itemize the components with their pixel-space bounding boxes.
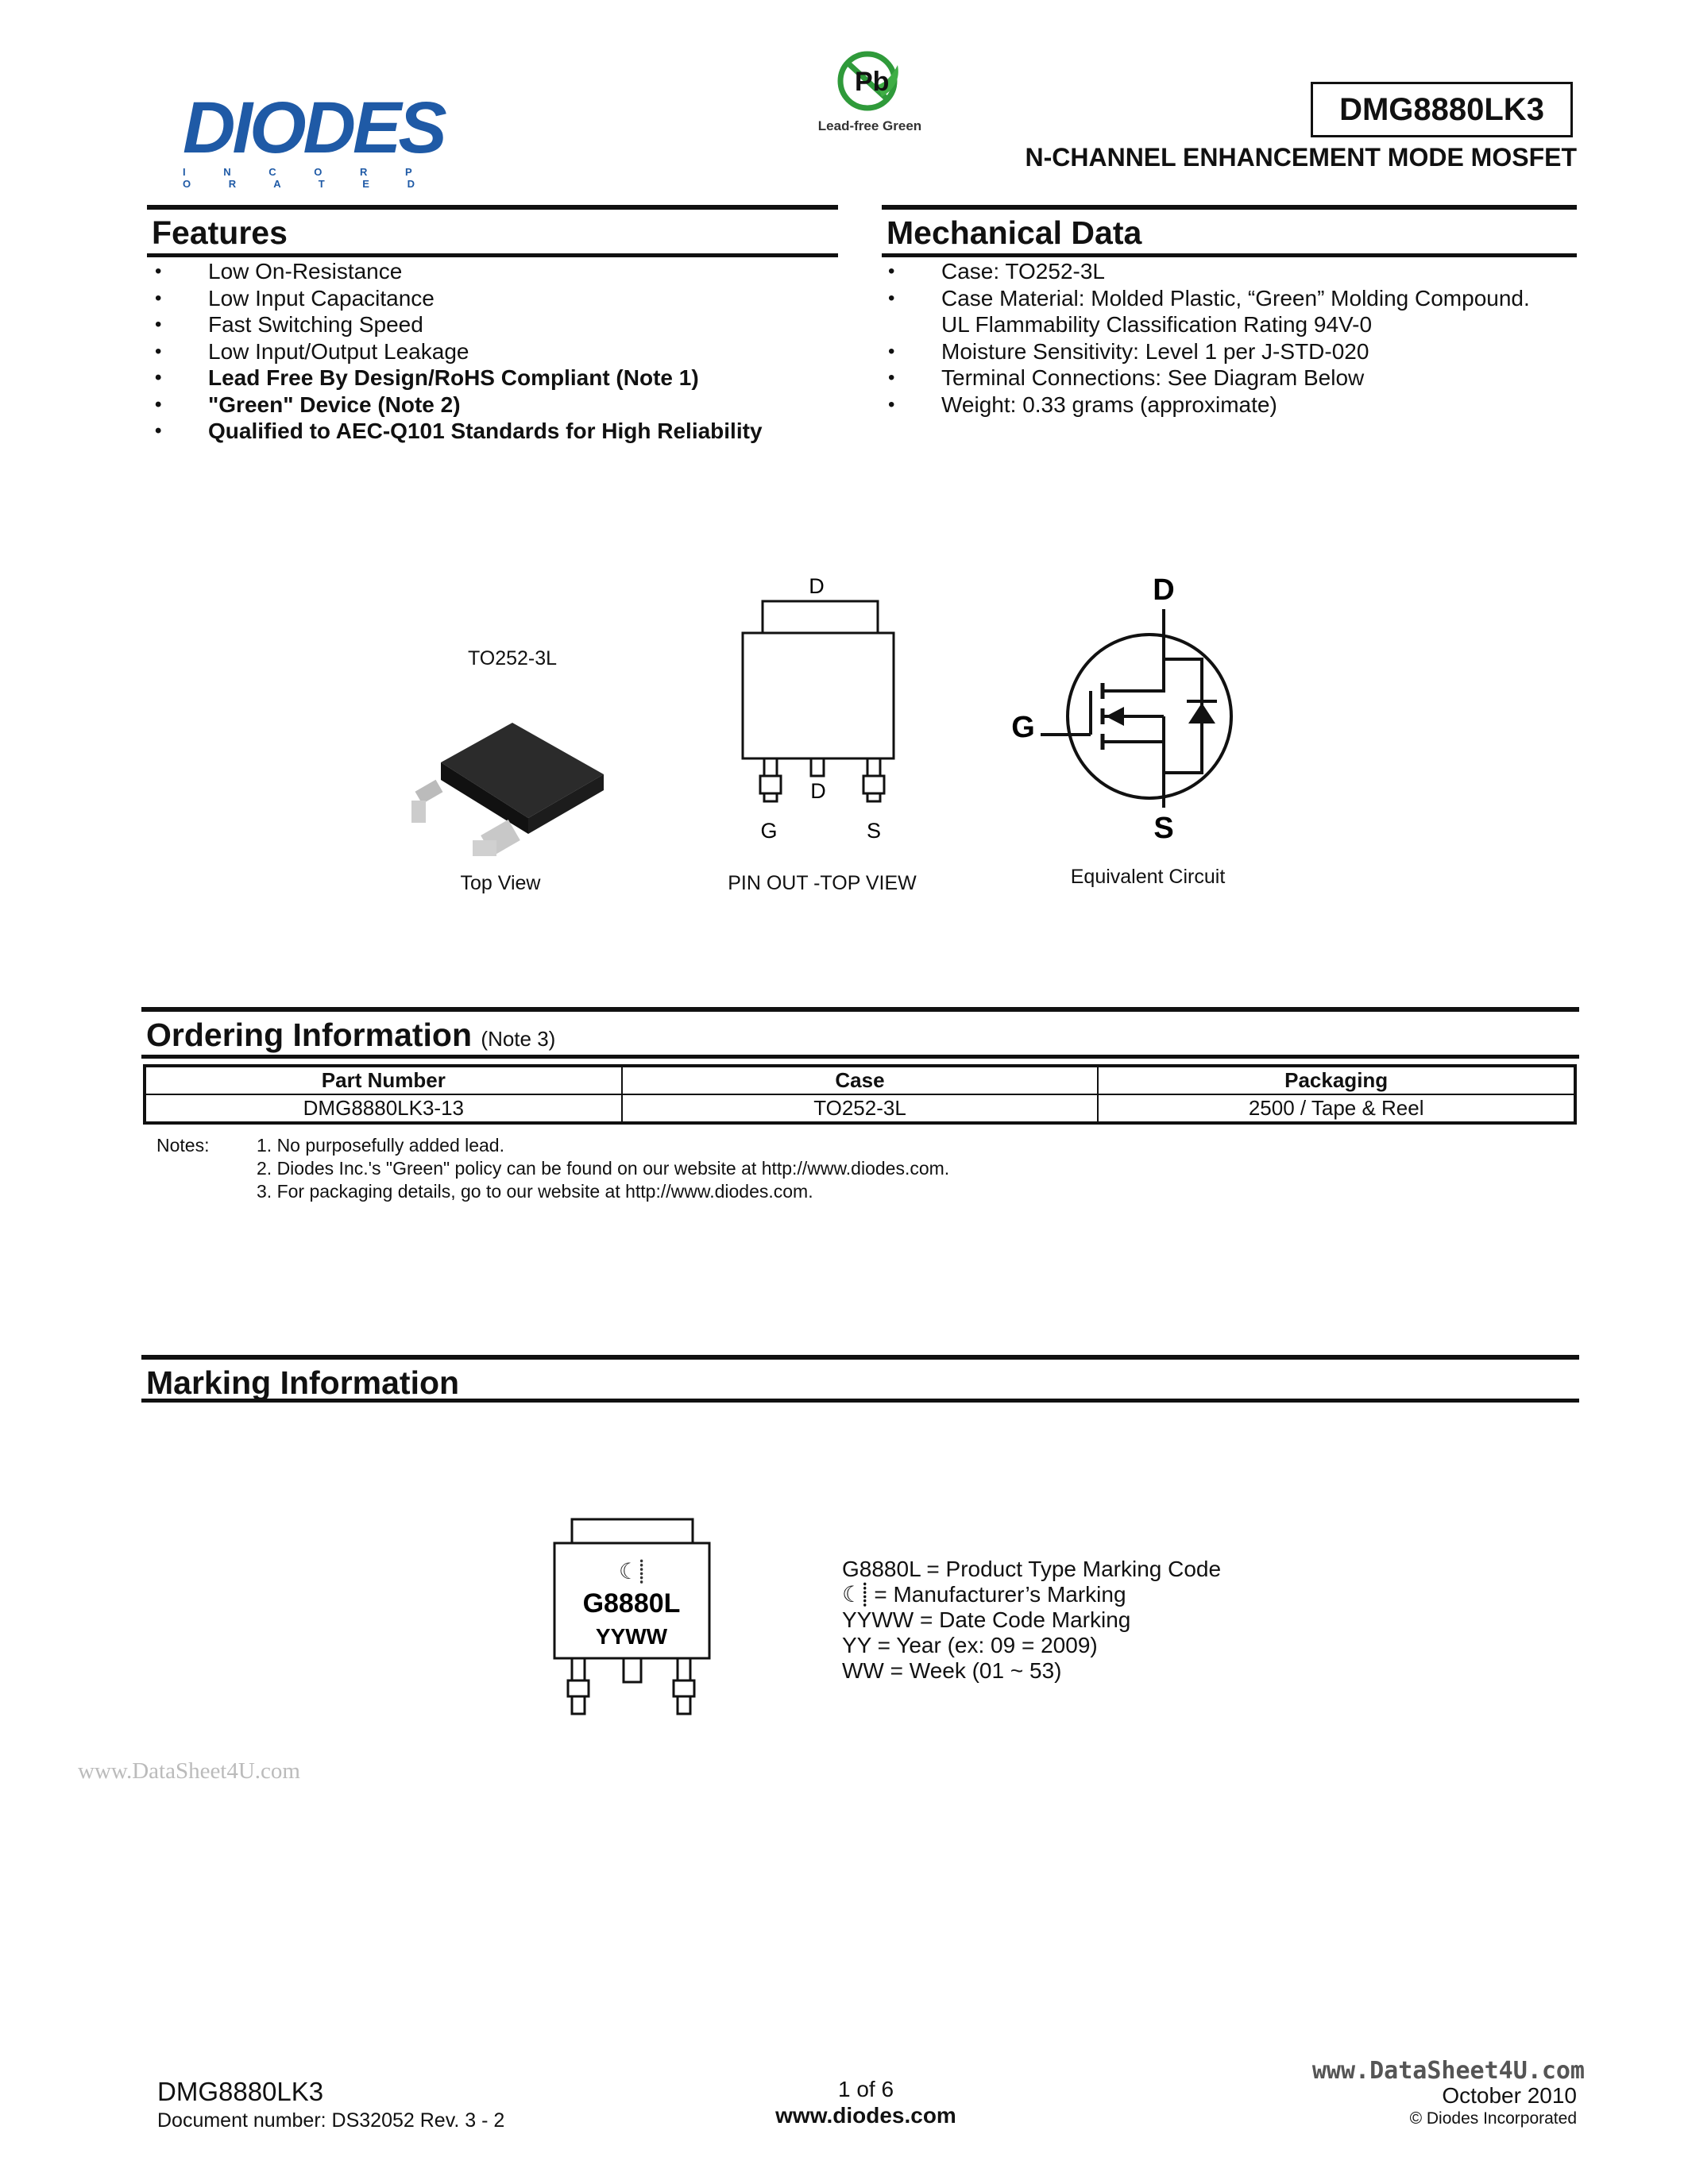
pinout-diagram [731, 568, 906, 854]
ordering-note: (Note 3) [481, 1027, 556, 1051]
package-label: TO252-3L [467, 647, 558, 669]
watermark-left: www.DataSheet4U.com [78, 1758, 300, 1784]
legend-item: G8880L = Product Type Marking Code [842, 1557, 1222, 1581]
footer-page: 1 of 6 [837, 2077, 894, 2101]
marking-legend [842, 1557, 1398, 1684]
mechanical-item-text: • Terminal Connections: See Diagram Below [941, 365, 1365, 390]
circuit-s-label: S [1153, 812, 1174, 845]
marking-chip-diagram [548, 1515, 715, 1722]
mechanical-item [882, 285, 1597, 338]
footer-site[interactable]: www.diodes.com [775, 2103, 956, 2128]
mechanical-item-text: • Weight: 0.33 grams (approximate) [941, 392, 1277, 417]
ordering-table-wrap [143, 1064, 1577, 1125]
table-cell: DMG8880LK3-13 [145, 1094, 622, 1122]
mechanical-item-text-line2: UL Flammability Classification Rating 94V-0 [941, 312, 1373, 337]
ordering-table [143, 1064, 1577, 1125]
mechanical-item-text: • Moisture Sensitivity: Level 1 per J-STD-020 [941, 338, 1369, 364]
table-cell: TO252-3L [622, 1094, 1099, 1122]
chip-date: YYWW [595, 1624, 668, 1649]
footer-copyright: © Diodes Incorporated [1409, 2109, 1577, 2128]
lead-free-badge [802, 49, 937, 137]
mechanical-list [882, 258, 1597, 418]
pin-g-label: G [760, 819, 778, 843]
circuit-d-label: D [1153, 573, 1175, 607]
legend-item [842, 1582, 1398, 1607]
notes-list [257, 1134, 1369, 1203]
legend-item-text: = Manufacturer’s Marking [874, 1582, 1126, 1607]
footer-part: DMG8880LK3 [157, 2077, 324, 2106]
ordering-title [146, 1017, 555, 1054]
pb-symbol: Pb [855, 67, 890, 97]
chip-code: G8880L [582, 1588, 681, 1619]
ordering-column-header: Part Number [145, 1067, 622, 1094]
features-header [147, 205, 838, 257]
footer-watermark: www.DataSheet4U.com [1311, 2057, 1585, 2085]
note-item: 3. For packaging details, go to our website at http://www.diodes.com. [257, 1181, 813, 1202]
mechanical-item [882, 365, 1597, 392]
feature-item: • "Green" Device (Note 2) [149, 392, 863, 419]
feature-item: • Low Input Capacitance [149, 285, 863, 312]
mechanical-title: Mechanical Data [886, 214, 1142, 251]
mechanical-item [882, 258, 1597, 285]
feature-item: • Lead Free By Design/RoHS Compliant (Note 1) [149, 365, 863, 392]
table-cell: 2500 / Tape & Reel [1098, 1094, 1574, 1122]
mechanical-item-text: • Case: TO252-3L [941, 259, 1105, 284]
diodes-logo [183, 87, 469, 190]
ordering-title-text: Ordering Information [146, 1017, 472, 1053]
device-subtitle: N-CHANNEL ENHANCEMENT MODE MOSFET [1025, 143, 1577, 172]
mechanical-item [882, 392, 1597, 419]
legend-item: YYWW = Date Code Marking [842, 1607, 1131, 1632]
logo-text: DIODES [183, 87, 444, 168]
top-view-caption: Top View [460, 872, 541, 894]
note-item: 2. Diodes Inc.'s "Green" policy can be found on our website at http://www.diodes.com. [257, 1158, 950, 1179]
logo-subtext: I N C O R P O R A T E D [183, 166, 432, 190]
mechanical-header [882, 205, 1577, 257]
equivalent-circuit-diagram [1001, 568, 1255, 854]
lead-free-label: Lead-free Green [817, 118, 922, 133]
mechanical-item-text: • Case Material: Molded Plastic, “Green” Molding Compound. [941, 285, 1530, 311]
ordering-header-row [145, 1067, 1574, 1094]
manufacturer-mark-icon: ☾⸽ [842, 1581, 868, 1607]
circuit-caption: Equivalent Circuit [1070, 866, 1226, 888]
marking-title: Marking Information [146, 1364, 460, 1401]
legend-item: YY = Year (ex: 09 = 2009) [842, 1633, 1098, 1657]
ordering-column-header: Case [622, 1067, 1099, 1094]
notes-label: Notes: [156, 1135, 210, 1156]
feature-item: • Fast Switching Speed [149, 311, 863, 338]
part-number-box: DMG8880LK3 [1311, 82, 1573, 137]
footer-date: October 2010 [1442, 2083, 1577, 2108]
note-item: 1. No purposefully added lead. [257, 1135, 504, 1156]
pinout-caption: PIN OUT -TOP VIEW [728, 872, 917, 894]
ordering-header [141, 1007, 1579, 1059]
table-row [145, 1094, 1574, 1122]
features-list [149, 258, 863, 445]
mechanical-item [882, 338, 1597, 365]
legend-item: WW = Week (01 ~ 53) [842, 1658, 1062, 1683]
feature-item: • Low On-Resistance [149, 258, 863, 285]
pin-s-label: S [866, 819, 882, 843]
feature-item: • Low Input/Output Leakage [149, 338, 863, 365]
circuit-g-label: G [1011, 711, 1035, 744]
features-title: Features [152, 214, 288, 251]
footer-doc-number: Document number: DS32052 Rev. 3 - 2 [157, 2109, 505, 2132]
ordering-column-header: Packaging [1098, 1067, 1574, 1094]
pin-d-mid-label: D [810, 779, 826, 803]
package-3d-image [409, 715, 608, 866]
marking-header [141, 1355, 1579, 1403]
lead-free-icon [834, 49, 906, 113]
chip-manufacturer-mark: ☾⸽ [618, 1558, 645, 1584]
pin-d-top-label: D [809, 574, 825, 598]
feature-item: • Qualified to AEC-Q101 Standards for High Reliability [149, 418, 863, 445]
